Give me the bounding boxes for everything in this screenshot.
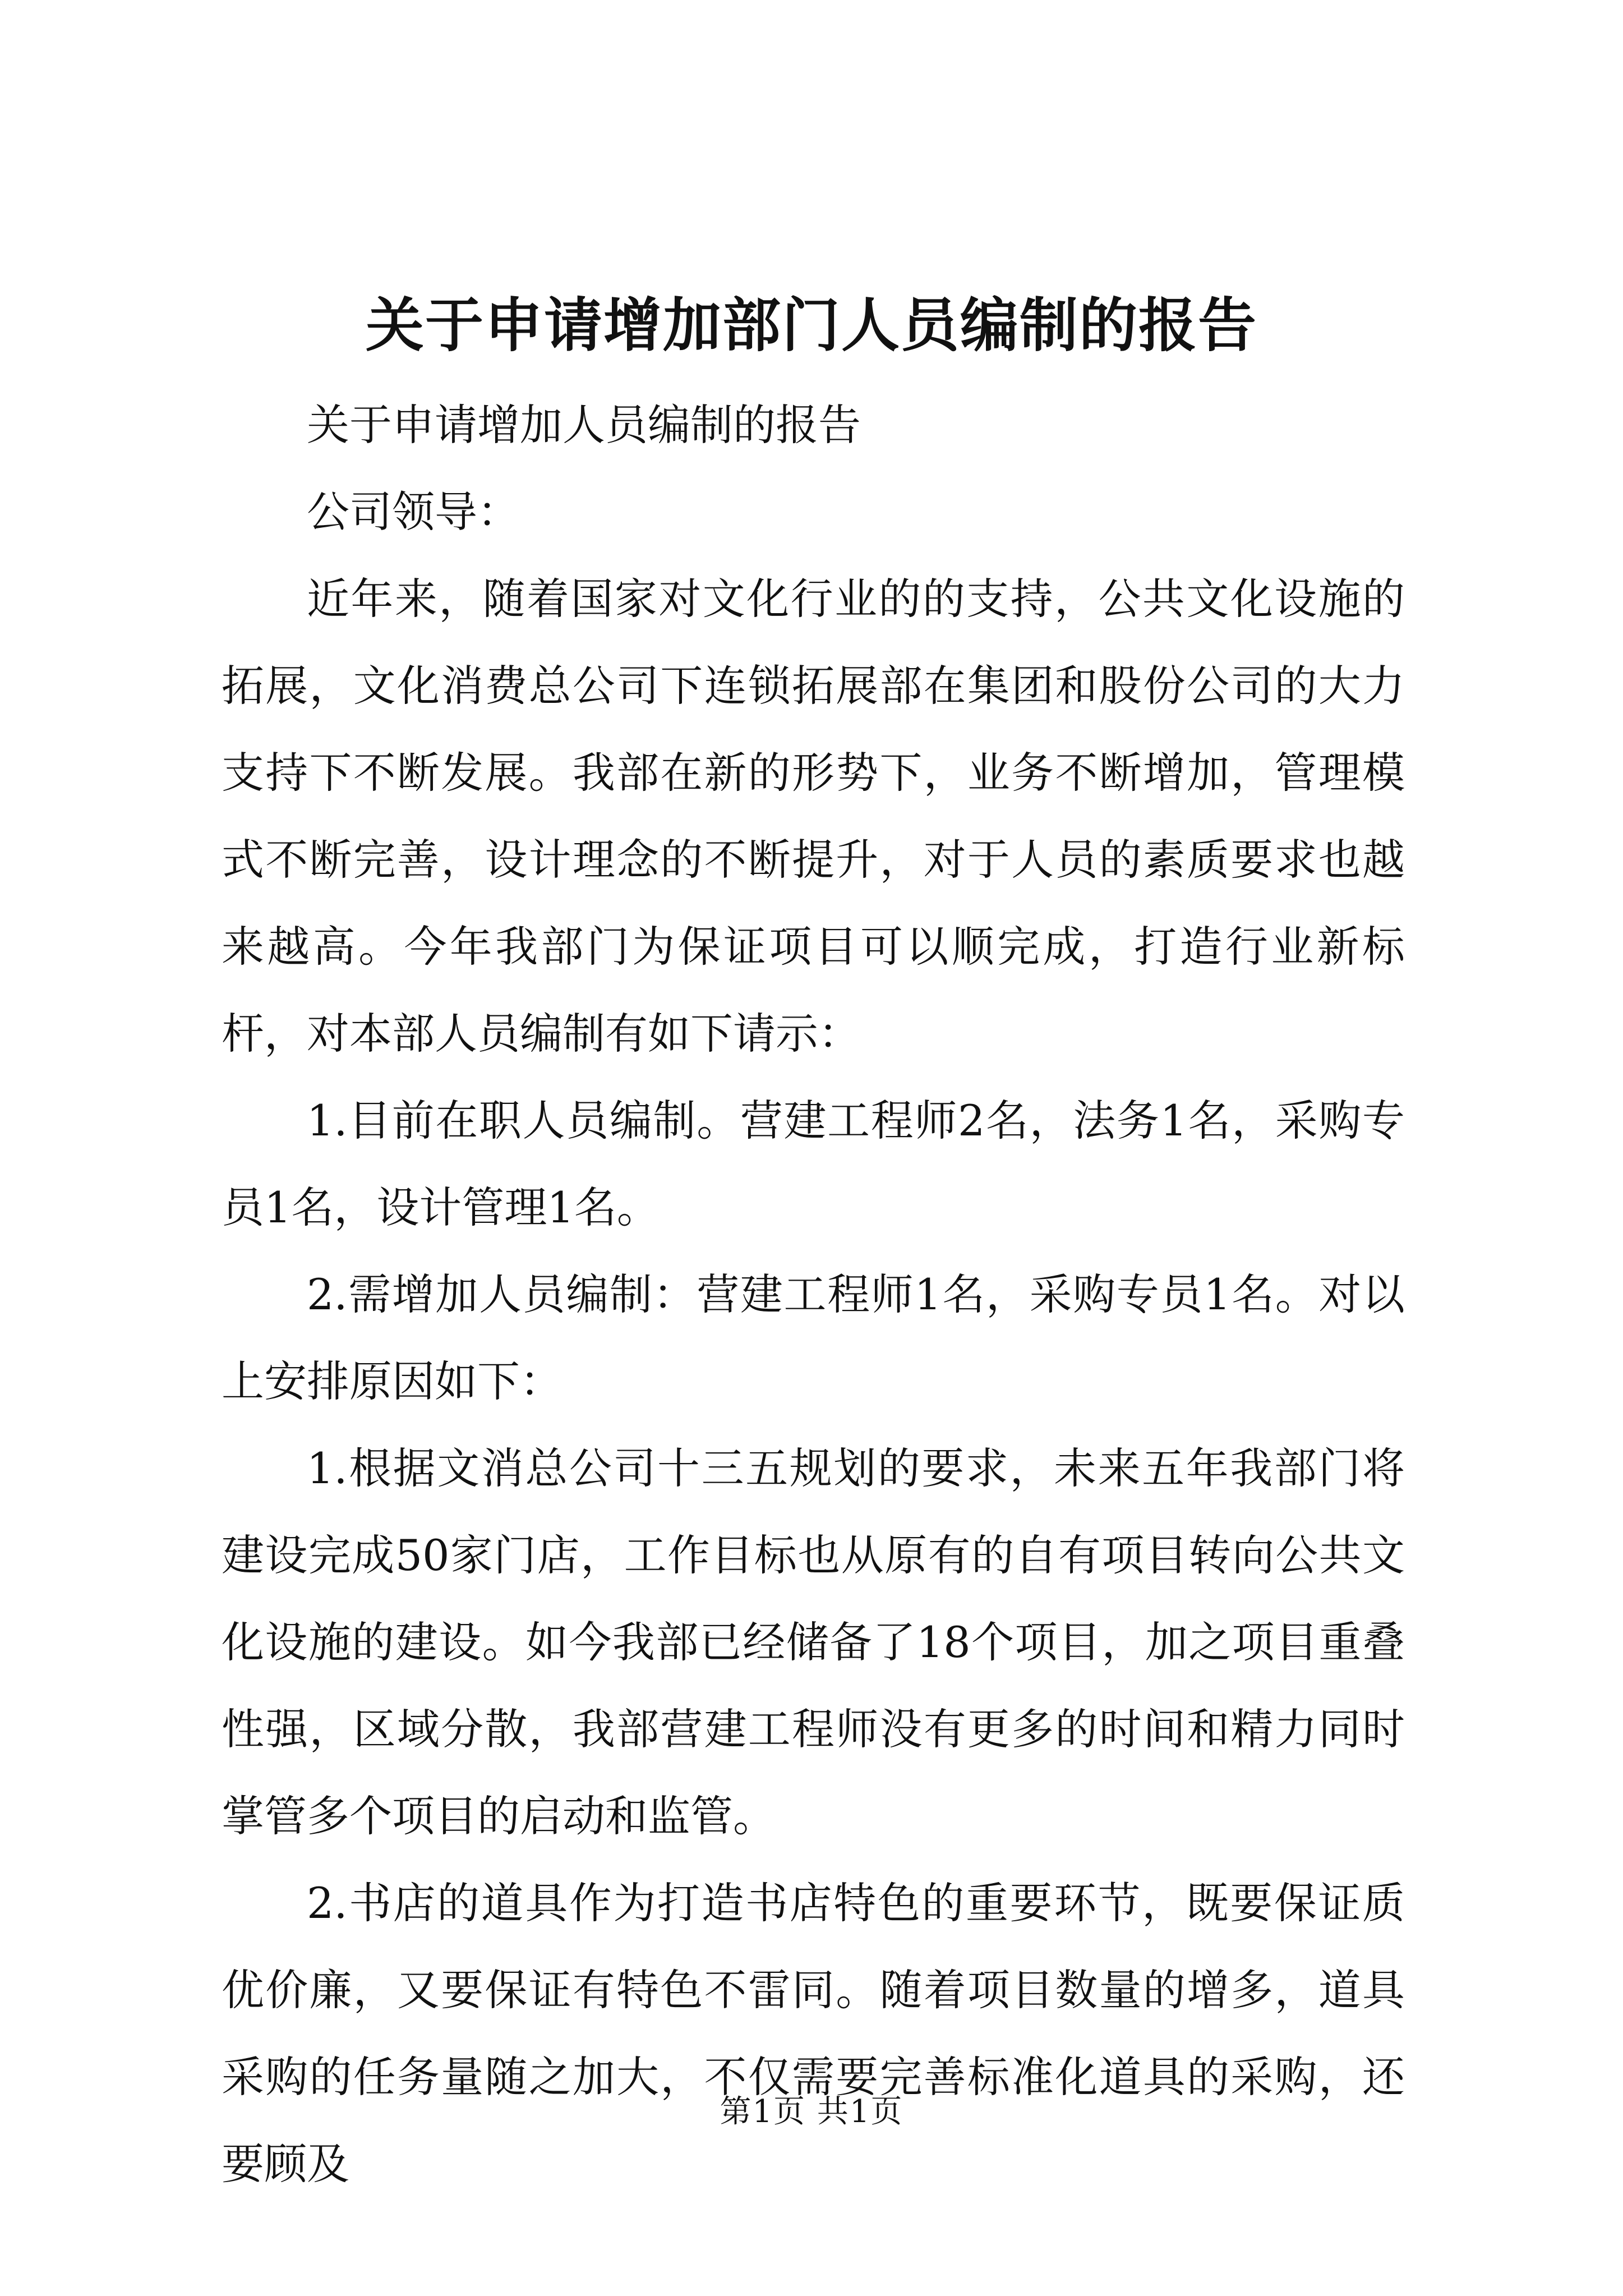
report-subtitle-paragraph: 关于申请增加人员编制的报告 (307, 400, 861, 450)
requested-staffing-paragraph: 2.需增加人员编制：营建工程师1名，采购专员1名。对以上安排原因如下： (222, 1269, 1405, 1406)
page-footer: 第1页 共1页 (720, 2093, 903, 2130)
current-staffing-paragraph: 1.目前在职人员编制。营建工程师2名，法务1名，采购专员1名，设计管理1名。 (222, 1096, 1405, 1232)
salutation-paragraph: 公司领导： (307, 487, 520, 537)
document-body (222, 381, 1405, 2207)
reason-two-paragraph: 2.书店的道具作为打造书店特色的重要环节，既要保证质优价廉，又要保证有特色不雷同。随着项目数量的增多，道具采购的任务量随之加大，不仅需要完善标准化道具的采购，还要顾及 (222, 1878, 1405, 2189)
document-title: 关于申请增加部门人员编制的报告 (365, 291, 1257, 360)
reason-one-paragraph: 1.根据文消总公司十三五规划的要求，未来五年我部门将建设完成50家门店，工作目标也从原有的自有项目转向公共文化设施的建设。如今我部已经储备了18个项目，加之项目重叠性强，区域分散，我部营建工程师没有更多的时间和精力同时掌管多个项目的启动和监管。 (222, 1443, 1405, 1841)
intro-paragraph: 近年来，随着国家对文化行业的的支持，公共文化设施的拓展，文化消费总公司下连锁拓展部在集团和股份公司的大力支持下不断发展。我部在新的形势下，业务不断增加，管理模式不断完善，设计理念的不断提升，对于人员的素质要求也越来越高。今年我部门为保证项目可以顺完成，打造行业新标杆，对本部人员编制有如下请示： (222, 574, 1405, 1059)
